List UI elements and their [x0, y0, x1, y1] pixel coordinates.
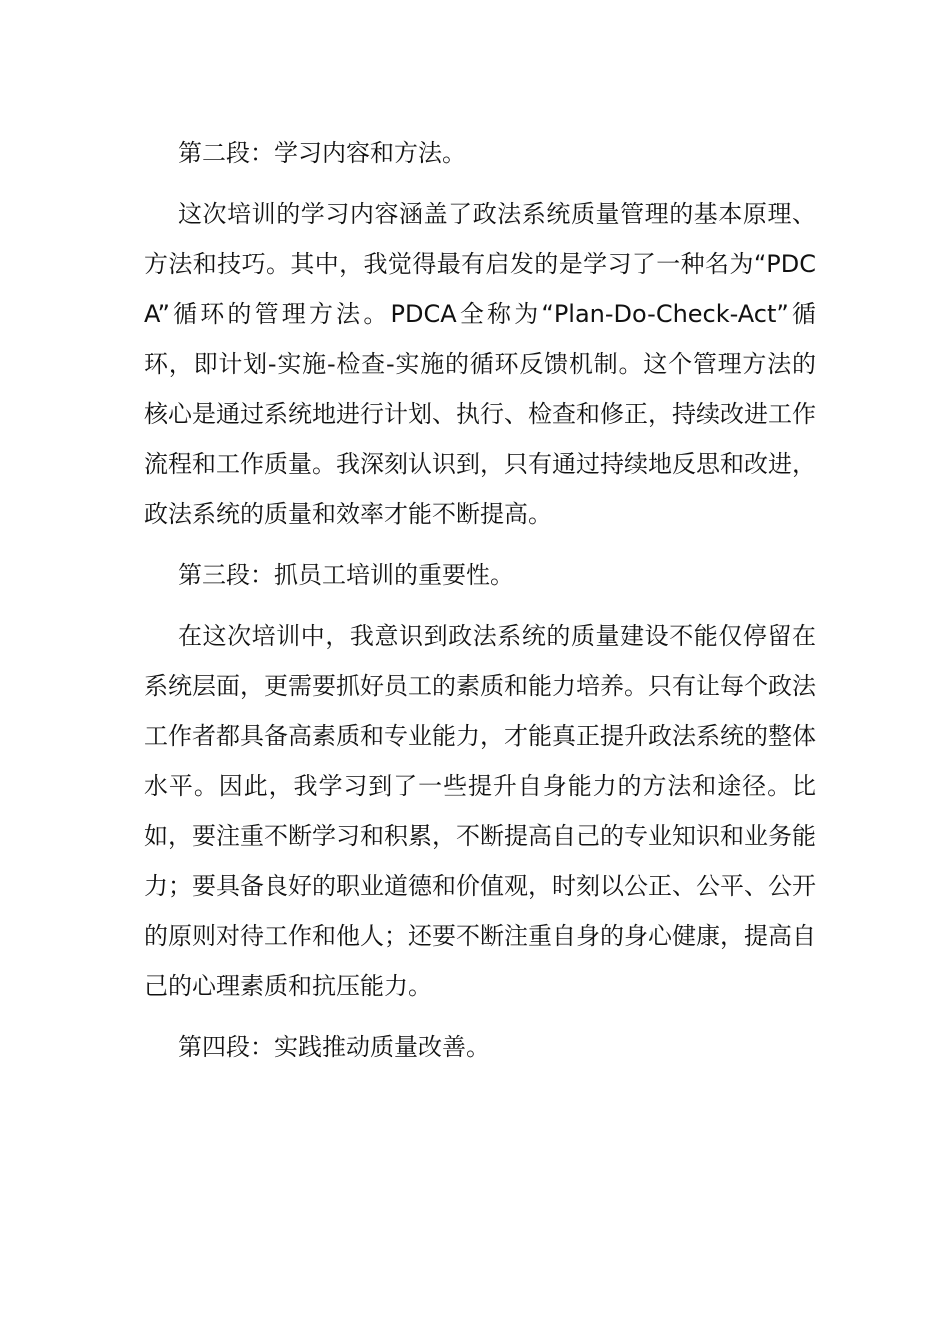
- section-paragraph-2: 这次培训的学习内容涵盖了政法系统质量管理的基本原理、方法和技巧。其中，我觉得最有启发的是学习了一种名为“PDCA”循环的管理方法。PDCA全称为“Plan-Do-Check-Act”循环，即计划-实施-检查-实施的循环反馈机制。这个管理方法的核心是通过系统地进行计划、执行、检查和修正，持续改进工作流程和工作质量。我深刻认识到，只有通过持续地反思和改进，政法系统的质量和效率才能不断提高。: [144, 200, 816, 528]
- section-heading-4: 第四段：实践推动质量改善。: [178, 1033, 490, 1061]
- document-body: [144, 128, 816, 1083]
- section-heading-2: 第二段：学习内容和方法。: [178, 139, 466, 167]
- section-heading-3: 第三段：抓员工培训的重要性。: [178, 561, 514, 589]
- section-paragraph-3: 在这次培训中，我意识到政法系统的质量建设不能仅停留在系统层面，更需要抓好员工的素质和能力培养。只有让每个政法工作者都具备高素质和专业能力，才能真正提升政法系统的整体水平。因此，我学习到了一些提升自身能力的方法和途径。比如，要注重不断学习和积累，不断提高自己的专业知识和业务能力；要具备良好的职业道德和价值观，时刻以公正、公平、公开的原则对待工作和他人；还要不断注重自身的身心健康，提高自己的心理素质和抗压能力。: [144, 622, 816, 1000]
